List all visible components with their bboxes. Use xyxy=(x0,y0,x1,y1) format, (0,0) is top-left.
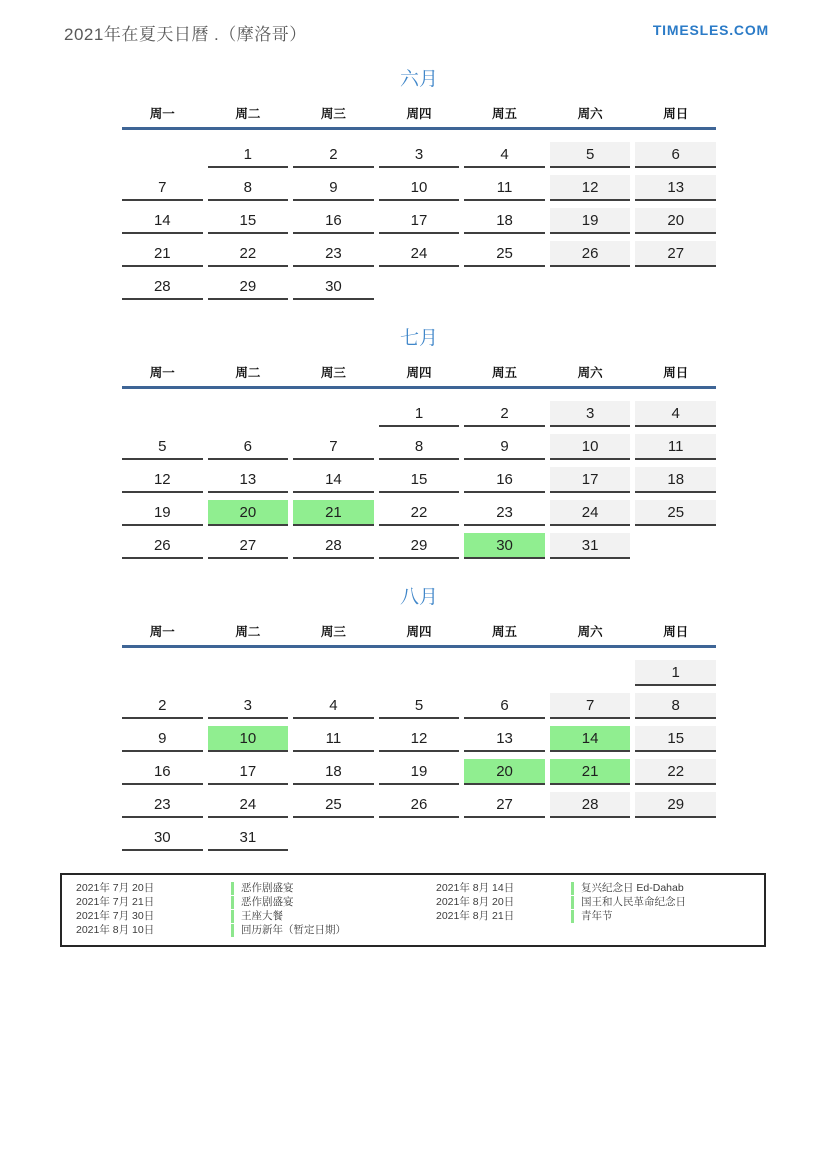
month-title-june: 六月 xyxy=(399,69,438,90)
empty-cell xyxy=(122,660,203,686)
day-cell: 22 xyxy=(635,759,716,785)
legend-holiday-name: 王座大餐 xyxy=(231,910,436,923)
day-cell: 5 xyxy=(122,434,203,460)
legend-date xyxy=(436,924,571,937)
day-cell: 2 xyxy=(293,142,374,168)
legend-date: 2021年 8月 21日 xyxy=(436,910,515,922)
day-cell: 3 xyxy=(208,693,289,719)
day-cell: 19 xyxy=(379,759,460,785)
day-cell: 23 xyxy=(293,241,374,267)
day-cell: 4 xyxy=(464,142,545,168)
day-cell: 23 xyxy=(122,792,203,818)
weekday-label: 周六 xyxy=(577,107,603,121)
weekday-label: 周二 xyxy=(235,625,261,639)
empty-cell xyxy=(379,825,460,851)
weekday-label: 周日 xyxy=(663,625,689,639)
month-section-august xyxy=(122,585,716,851)
weekday-header-row xyxy=(122,624,716,640)
weekday-label: 周一 xyxy=(149,366,175,380)
day-cell: 25 xyxy=(635,500,716,526)
calendar-months xyxy=(122,67,716,851)
day-grid-july xyxy=(122,401,716,559)
empty-cell xyxy=(379,274,460,300)
day-cell: 21 xyxy=(122,241,203,267)
day-cell: 17 xyxy=(208,759,289,785)
day-cell: 23 xyxy=(464,500,545,526)
header-separator-line xyxy=(122,645,716,648)
legend-date: 2021年 7月 20日 xyxy=(76,882,155,894)
weekday-label: 周五 xyxy=(492,625,518,639)
day-cell: 20 xyxy=(208,500,289,526)
day-cell: 6 xyxy=(635,142,716,168)
weekday-label: 周六 xyxy=(577,625,603,639)
weekday-label: 周三 xyxy=(320,107,346,121)
day-cell: 11 xyxy=(293,726,374,752)
empty-cell xyxy=(122,142,203,168)
header-separator-line xyxy=(122,127,716,130)
empty-cell xyxy=(550,274,631,300)
day-cell: 14 xyxy=(550,726,631,752)
day-cell: 2 xyxy=(122,693,203,719)
weekday-label: 周六 xyxy=(577,366,603,380)
day-cell: 1 xyxy=(208,142,289,168)
legend-holiday-name: 恶作剧盛宴 xyxy=(231,896,436,909)
day-cell: 20 xyxy=(635,208,716,234)
weekday-header-row xyxy=(122,365,716,381)
day-cell: 26 xyxy=(379,792,460,818)
day-grid-august xyxy=(122,660,716,851)
day-cell: 22 xyxy=(208,241,289,267)
day-cell: 8 xyxy=(208,175,289,201)
day-cell: 18 xyxy=(635,467,716,493)
month-title-august: 八月 xyxy=(399,587,438,608)
weekday-label: 周二 xyxy=(235,107,261,121)
day-cell: 7 xyxy=(550,693,631,719)
holiday-legend-box xyxy=(60,873,766,947)
page-header xyxy=(0,0,827,45)
day-cell: 24 xyxy=(208,792,289,818)
day-cell: 30 xyxy=(293,274,374,300)
day-cell: 17 xyxy=(550,467,631,493)
day-cell: 30 xyxy=(464,533,545,559)
day-cell: 7 xyxy=(293,434,374,460)
day-cell: 14 xyxy=(293,467,374,493)
day-cell: 21 xyxy=(293,500,374,526)
month-section-june xyxy=(122,67,716,300)
weekday-label: 周日 xyxy=(663,107,689,121)
weekday-label: 周一 xyxy=(149,107,175,121)
day-cell: 12 xyxy=(122,467,203,493)
day-cell: 8 xyxy=(379,434,460,460)
day-cell: 16 xyxy=(293,208,374,234)
day-cell: 25 xyxy=(464,241,545,267)
day-cell: 13 xyxy=(464,726,545,752)
day-cell: 15 xyxy=(208,208,289,234)
day-cell: 24 xyxy=(550,500,631,526)
day-cell: 16 xyxy=(464,467,545,493)
day-cell: 28 xyxy=(122,274,203,300)
empty-cell xyxy=(635,825,716,851)
legend-holiday-name: 青年节 xyxy=(571,910,764,923)
empty-cell xyxy=(208,401,289,427)
day-cell: 30 xyxy=(122,825,203,851)
day-cell: 1 xyxy=(635,660,716,686)
empty-cell xyxy=(208,660,289,686)
day-cell: 7 xyxy=(122,175,203,201)
day-cell: 8 xyxy=(635,693,716,719)
weekday-label: 周二 xyxy=(235,366,261,380)
day-cell: 6 xyxy=(464,693,545,719)
day-cell: 10 xyxy=(379,175,460,201)
day-cell: 29 xyxy=(379,533,460,559)
day-cell: 24 xyxy=(379,241,460,267)
legend-holiday-name: 国王和人民革命纪念日 xyxy=(571,896,764,909)
legend-date: 2021年 7月 21日 xyxy=(76,896,155,908)
day-cell: 1 xyxy=(379,401,460,427)
weekday-label: 周日 xyxy=(663,366,689,380)
day-cell: 31 xyxy=(208,825,289,851)
weekday-header-row xyxy=(122,106,716,122)
day-cell: 15 xyxy=(635,726,716,752)
holiday-legend-grid xyxy=(76,882,764,937)
legend-date: 2021年 8月 14日 xyxy=(436,882,515,894)
legend-date: 2021年 8月 20日 xyxy=(436,896,515,908)
day-cell: 12 xyxy=(550,175,631,201)
month-section-july xyxy=(122,326,716,559)
day-cell: 18 xyxy=(464,208,545,234)
day-cell: 2 xyxy=(464,401,545,427)
day-cell: 15 xyxy=(379,467,460,493)
day-cell: 11 xyxy=(464,175,545,201)
day-cell: 9 xyxy=(464,434,545,460)
legend-holiday-name xyxy=(571,924,764,937)
weekday-label: 周五 xyxy=(492,107,518,121)
day-cell: 28 xyxy=(293,533,374,559)
day-cell: 26 xyxy=(122,533,203,559)
day-cell: 10 xyxy=(208,726,289,752)
header-separator-line xyxy=(122,386,716,389)
day-cell: 14 xyxy=(122,208,203,234)
empty-cell xyxy=(293,660,374,686)
day-cell: 9 xyxy=(293,175,374,201)
empty-cell xyxy=(550,825,631,851)
day-cell: 19 xyxy=(550,208,631,234)
day-cell: 19 xyxy=(122,500,203,526)
day-cell: 4 xyxy=(635,401,716,427)
legend-holiday-name: 复兴纪念日 Ed-Dahab xyxy=(571,882,764,895)
day-cell: 9 xyxy=(122,726,203,752)
weekday-label: 周四 xyxy=(406,107,432,121)
day-cell: 31 xyxy=(550,533,631,559)
empty-cell xyxy=(550,660,631,686)
day-cell: 3 xyxy=(550,401,631,427)
legend-holiday-name: 回历新年（暂定日期） xyxy=(231,924,436,937)
timesles-logo-link[interactable]: TIMESLES.COM xyxy=(652,22,769,38)
day-cell: 27 xyxy=(464,792,545,818)
empty-cell xyxy=(293,825,374,851)
empty-cell xyxy=(122,401,203,427)
day-cell: 3 xyxy=(379,142,460,168)
empty-cell xyxy=(464,825,545,851)
day-cell: 29 xyxy=(635,792,716,818)
day-cell: 20 xyxy=(464,759,545,785)
legend-holiday-name: 恶作剧盛宴 xyxy=(231,882,436,895)
day-cell: 29 xyxy=(208,274,289,300)
day-grid-june xyxy=(122,142,716,300)
day-cell: 27 xyxy=(635,241,716,267)
day-cell: 28 xyxy=(550,792,631,818)
weekday-label: 周三 xyxy=(320,625,346,639)
day-cell: 10 xyxy=(550,434,631,460)
weekday-label: 周四 xyxy=(406,625,432,639)
month-title-july: 七月 xyxy=(399,328,438,349)
day-cell: 13 xyxy=(208,467,289,493)
day-cell: 18 xyxy=(293,759,374,785)
day-cell: 22 xyxy=(379,500,460,526)
day-cell: 4 xyxy=(293,693,374,719)
empty-cell xyxy=(464,274,545,300)
page-title: 2021年在夏天日曆 .（摩洛哥） xyxy=(64,25,307,44)
empty-cell xyxy=(464,660,545,686)
day-cell: 27 xyxy=(208,533,289,559)
day-cell: 13 xyxy=(635,175,716,201)
day-cell: 5 xyxy=(550,142,631,168)
weekday-label: 周三 xyxy=(320,366,346,380)
empty-cell xyxy=(293,401,374,427)
legend-date: 2021年 8月 10日 xyxy=(76,924,155,936)
day-cell: 21 xyxy=(550,759,631,785)
legend-date: 2021年 7月 30日 xyxy=(76,910,155,922)
day-cell: 17 xyxy=(379,208,460,234)
day-cell: 6 xyxy=(208,434,289,460)
empty-cell xyxy=(379,660,460,686)
day-cell: 25 xyxy=(293,792,374,818)
day-cell: 26 xyxy=(550,241,631,267)
day-cell: 12 xyxy=(379,726,460,752)
day-cell: 5 xyxy=(379,693,460,719)
empty-cell xyxy=(635,274,716,300)
weekday-label: 周一 xyxy=(149,625,175,639)
weekday-label: 周四 xyxy=(406,366,432,380)
empty-cell xyxy=(635,533,716,559)
day-cell: 11 xyxy=(635,434,716,460)
weekday-label: 周五 xyxy=(492,366,518,380)
day-cell: 16 xyxy=(122,759,203,785)
